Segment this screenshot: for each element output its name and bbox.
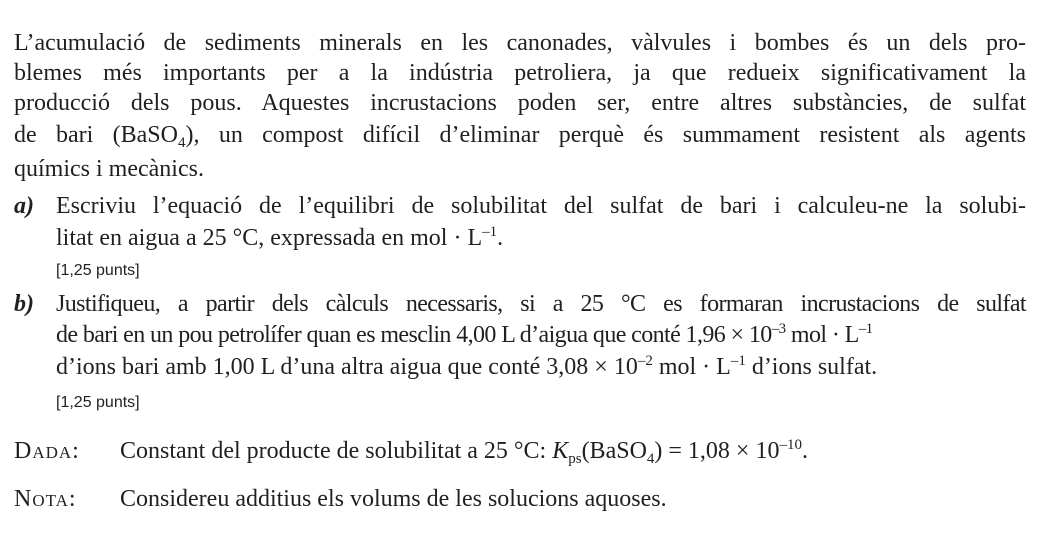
part-b-line-2 [56, 320, 873, 350]
superscript: –3 [771, 321, 786, 337]
dada-text-part: . [801, 438, 808, 464]
subscript: ps [568, 451, 582, 467]
intro-line-3: producció dels pous. Aquestes incrustacions poden ser, entre altres substàncies, de sulfat [14, 90, 1026, 116]
intro-text: ), un compost difícil d’eliminar perquè és summament resistent als agents [185, 122, 1027, 148]
part-a-line-1: Escriviu l’equació de l’equilibri de solubilitat del sulfat de bari i calculeu-ne la solubi- [56, 193, 1026, 219]
part-b-text: mol · L [652, 354, 731, 380]
part-a-text: . [497, 225, 504, 251]
intro-line-5: químics i mecànics. [14, 156, 204, 182]
nota-text: Considereu additius els volums de les solucions aquoses. [120, 486, 667, 512]
intro-line-1: L’acumulació de sediments minerals en les canonades, vàlvules i bombes és un dels pro- [14, 30, 1026, 56]
part-a-points: [1,25 punts] [56, 262, 140, 279]
intro-line-2: blemes més importants per a la indústria petroliera, ja que redueix significativament la [14, 60, 1026, 86]
subscript: 4 [646, 451, 655, 467]
part-b-line-1: Justifiqueu, a partir dels càlculs necessaris, si a 25 °C es formaran incrustacions de sulfat [56, 291, 1026, 317]
superscript: –1 [482, 224, 498, 240]
superscript: –2 [637, 353, 653, 369]
part-a-line-2 [56, 223, 503, 253]
constant-symbol: K [552, 438, 569, 464]
part-b-text: d’ions sulfat. [745, 354, 878, 380]
part-b-text: de bari en un pou petrolífer quan es mesclin 4,00 L d’aigua que conté 1,96 × 10 [56, 322, 772, 348]
dada-text-part: (BaSO [581, 438, 647, 464]
dada-text [120, 436, 808, 466]
part-b-text: mol · L [785, 322, 859, 348]
intro-line-4 [14, 120, 1026, 150]
superscript: –1 [730, 353, 746, 369]
dada-label: Dada: [14, 438, 80, 464]
part-a-label: a) [14, 193, 34, 219]
superscript: –1 [858, 321, 873, 337]
part-b-line-3 [56, 352, 877, 382]
nota-label: Nota: [14, 486, 77, 512]
part-a-text: litat en aigua a 25 °C, expressada en mol · L [56, 225, 483, 251]
dada-text-part: ) = 1,08 × 10 [654, 438, 780, 464]
part-b-points: [1,25 punts] [56, 394, 140, 411]
part-b-label: b) [14, 291, 34, 317]
superscript: –10 [779, 437, 802, 453]
intro-text: de bari (BaSO [14, 122, 178, 148]
dada-text-part: Constant del producte de solubilitat a 25 °C: [120, 438, 553, 464]
subscript: 4 [177, 135, 186, 151]
part-b-text: d’ions bari amb 1,00 L d’una altra aigua que conté 3,08 × 10 [56, 354, 638, 380]
